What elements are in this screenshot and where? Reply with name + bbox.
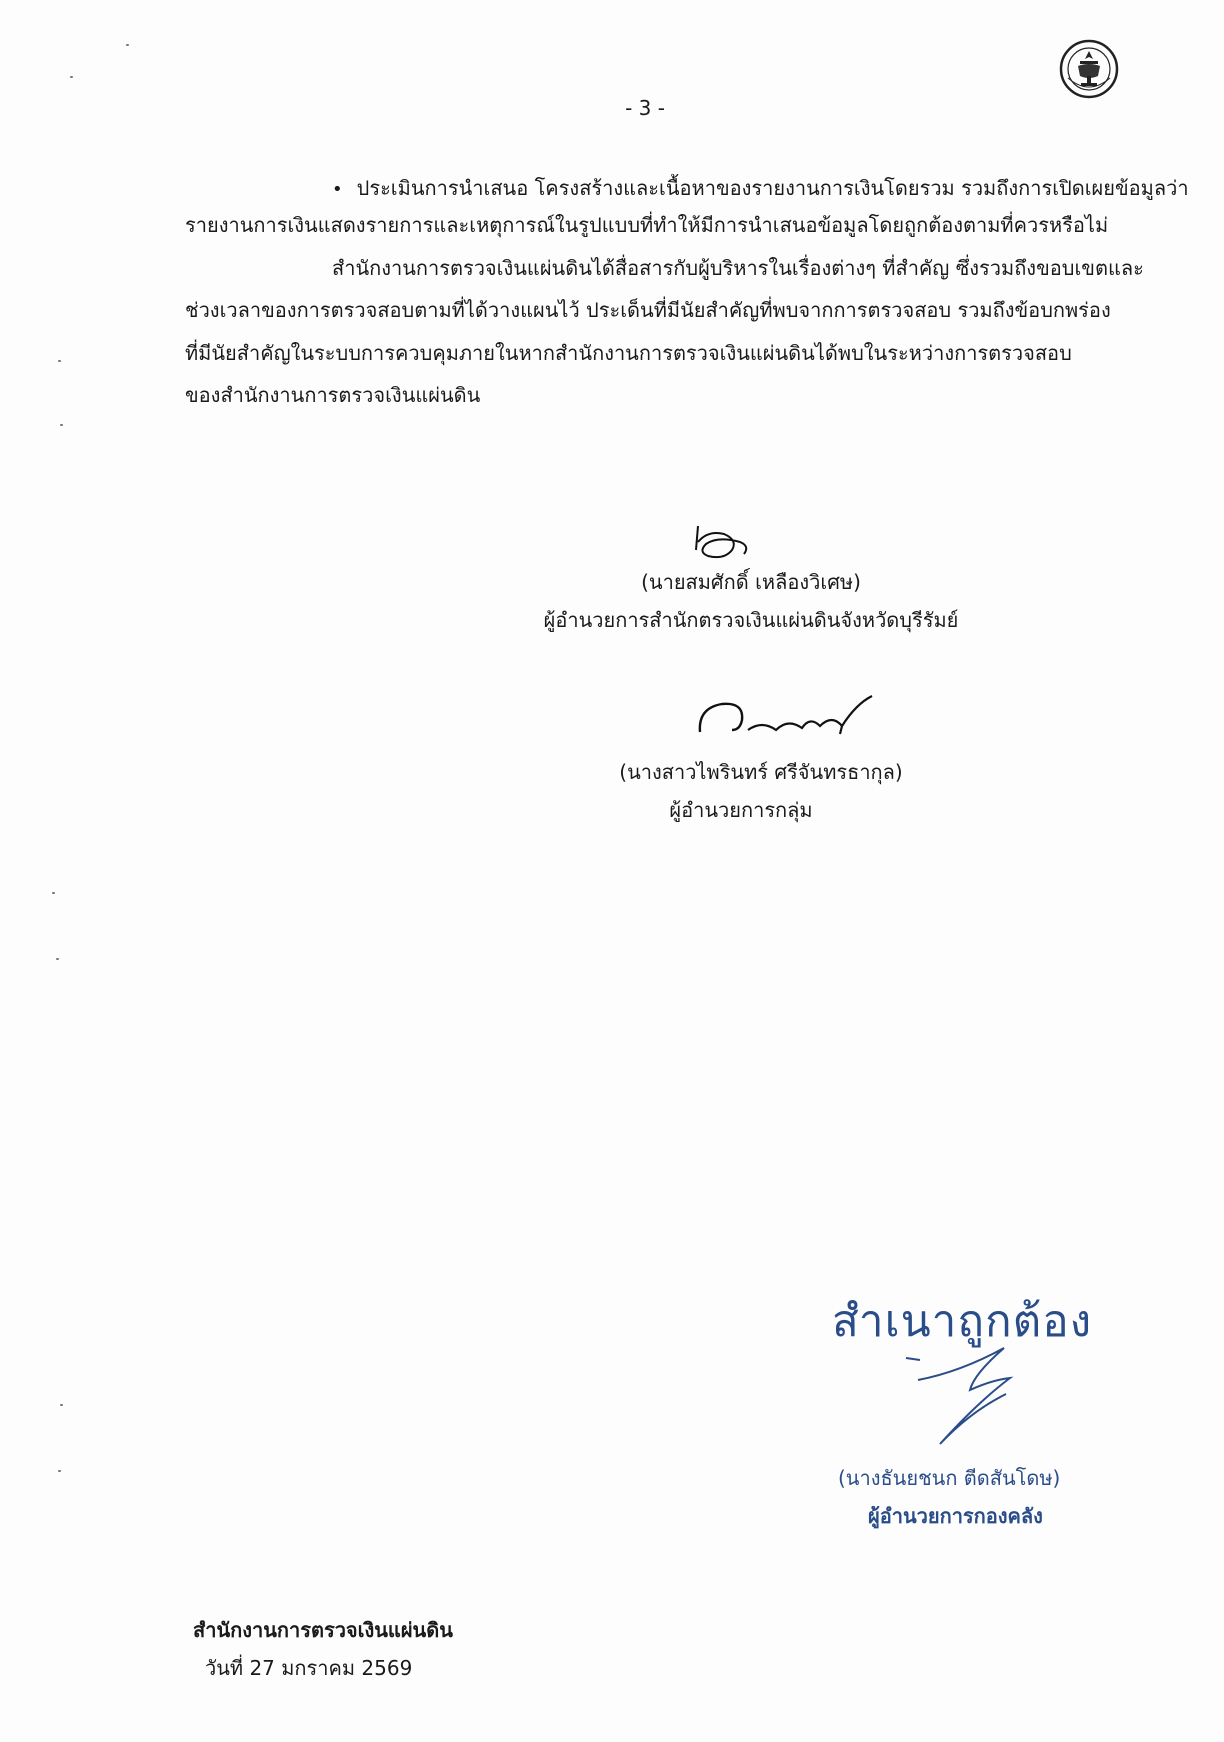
scan-speck — [60, 1404, 63, 1406]
page-number: - 3 - — [625, 96, 665, 120]
body-line-5: ที่มีนัยสำคัญในระบบการควบคุมภายในหากสำนักงานการตรวจเงินแผ่นดินได้พบในระหว่างการตรวจสอบ — [185, 341, 1072, 365]
signature-1-icon — [688, 520, 768, 570]
certification-signature-icon — [900, 1340, 1040, 1450]
footer-date: วันที่ 27 มกราคม 2569 — [205, 1656, 413, 1680]
body-line-2: รายงานการเงินแสดงรายการและเหตุการณ์ในรูปแบบที่ทำให้มีการนำเสนอข้อมูลโดยถูกต้องตามที่ควรหรือไม่ — [185, 213, 1109, 237]
scan-speck — [52, 892, 55, 894]
scan-speck — [60, 424, 63, 426]
signatory-1-position: ผู้อำนวยการสำนักตรวจเงินแผ่นดินจังหวัดบุรีรัมย์ — [543, 608, 959, 632]
body-line-4: ช่วงเวลาของการตรวจสอบตามที่ได้วางแผนไว้ ประเด็นที่มีนัยสำคัญที่พบจากการตรวจสอบ รวมถึงข้อบกพร่อง — [185, 298, 1111, 322]
body-line-1-text: ประเมินการนำเสนอ โครงสร้างและเนื้อหาของรายงานการเงินโดยรวม รวมถึงการเปิดเผยข้อมูลว่า — [356, 176, 1189, 200]
scan-speck — [58, 1470, 61, 1472]
signatory-2-name: (นางสาวไพรินทร์ ศรีจันทรธากุล) — [619, 760, 903, 784]
certified-copy-stamp: สำเนาถูกต้อง — [832, 1296, 1093, 1347]
scan-speck — [58, 360, 61, 362]
signature-2-icon — [692, 690, 882, 750]
signatory-2-position: ผู้อำนวยการกลุ่ม — [669, 798, 813, 822]
seal-icon — [1058, 38, 1120, 100]
signatory-1-name: (นายสมศักดิ์ เหลืองวิเศษ) — [641, 570, 861, 594]
scan-speck — [56, 958, 59, 960]
certifier-name: (นางธันยชนก ตีดสันโดษ) — [838, 1466, 1061, 1490]
scan-speck — [70, 76, 73, 78]
footer-office: สำนักงานการตรวจเงินแผ่นดิน — [193, 1618, 453, 1642]
bullet-point: • — [332, 179, 343, 200]
scan-speck — [126, 44, 129, 46]
certifier-position: ผู้อำนวยการกองคลัง — [868, 1504, 1043, 1528]
body-line-6: ของสำนักงานการตรวจเงินแผ่นดิน — [185, 383, 481, 407]
body-line-3: สำนักงานการตรวจเงินแผ่นดินได้สื่อสารกับผู้บริหารในเรื่องต่างๆ ที่สำคัญ ซึ่งรวมถึงขอบเขตและ — [332, 256, 1144, 280]
body-line-1 — [332, 174, 1189, 204]
